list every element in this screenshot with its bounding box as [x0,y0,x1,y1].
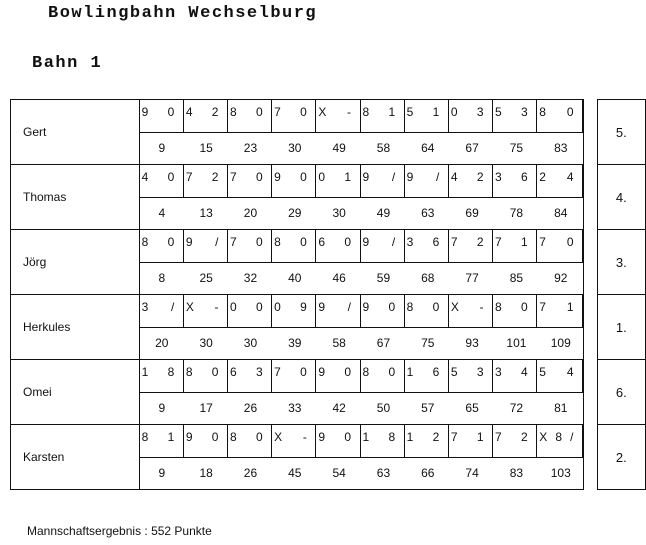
throw-mark: 0 [211,430,219,444]
cumulative-score: 84 [554,206,568,221]
frame-throws [537,425,583,457]
player-row [11,165,646,230]
frame-throws [361,360,405,392]
frame-throws [316,295,360,327]
player-rank: 1. [597,295,645,360]
throw-mark: 1 [521,235,529,249]
throw-mark: / [215,235,219,249]
frame-throws [493,165,537,197]
throw-mark: 8 [555,430,563,444]
player-rank: 6. [597,360,645,425]
frame-throws [140,230,184,262]
gap-cell [583,100,597,165]
cumulative-score: 75 [509,141,524,156]
cumulative-score: 46 [332,271,346,286]
frame-throws [493,100,537,132]
throw-mark: 0 [566,235,575,249]
cumulative-score: 45 [288,466,302,481]
throw-mark: 8 [362,365,370,379]
cumulative-score: 33 [288,401,302,416]
throw-mark: 3 [255,365,264,379]
cumulative-score: 92 [554,271,568,286]
cumulative-score: 23 [243,141,258,156]
throw-mark: 0 [255,170,264,184]
frame-throws [140,165,184,197]
throw-mark: 7 [495,235,503,249]
cumulative-row [140,133,583,165]
frames-grid [140,230,583,294]
frame-throws [272,100,316,132]
throw-mark: 3 [495,365,503,379]
frame-throws [272,165,316,197]
frame-throws [537,230,583,262]
player-row [11,295,646,360]
throw-mark: - [214,300,219,314]
throw-mark: 0 [566,105,575,119]
frames-cell [139,360,583,425]
throw-mark: / [570,430,575,444]
throw-mark: 7 [495,430,503,444]
player-rank: 5. [597,100,645,165]
throw-mark: 7 [185,170,193,184]
throw-mark: 3 [141,300,149,314]
player-name: Herkules [11,295,140,360]
frame-throws [537,295,583,327]
player-name: Jörg [11,230,140,295]
throw-mark: - [347,105,352,119]
throw-mark: 7 [229,170,238,184]
throw-mark: 0 [344,235,352,249]
frame-throws [228,295,272,327]
throw-mark: 0 [167,105,175,119]
throw-mark: 9 [185,235,193,249]
cumulative-score: 18 [199,466,213,481]
frame-throws [405,165,449,197]
cumulative-score: 20 [155,336,169,351]
throw-mark: 0 [255,235,264,249]
frame-throws [140,295,184,327]
frame-throws [493,230,537,262]
throw-mark: 3 [476,365,485,379]
cumulative-score: 9 [158,141,166,156]
player-row [11,360,646,425]
throw-mark: 2 [432,430,440,444]
cumulative-score: 109 [550,336,571,351]
throw-mark: 1 [388,105,396,119]
frame-throws [449,230,493,262]
throw-mark: 8 [167,365,175,379]
gap-cell [583,165,597,230]
cumulative-score: 8 [158,271,166,286]
throw-mark: 9 [300,300,308,314]
throw-mark: 3 [495,170,503,184]
cumulative-score: 13 [199,206,213,221]
frame-throws [184,165,228,197]
cumulative-score: 15 [199,141,213,156]
cumulative-score: 20 [243,206,258,221]
throw-mark: 0 [300,170,308,184]
cumulative-score: 30 [243,336,258,351]
throw-mark: 9 [318,300,326,314]
frame-throws [184,425,228,457]
frame-throws [140,425,184,457]
throw-mark: 2 [476,170,485,184]
frame-throws [405,425,449,457]
lane-title: Bahn 1 [32,54,103,73]
frames-cell [139,165,583,230]
cumulative-score: 101 [506,336,527,351]
cumulative-score: 81 [554,401,568,416]
throw-mark: 3 [476,105,485,119]
throw-mark: 0 [167,235,175,249]
throw-mark: 0 [432,300,440,314]
throw-mark: 4 [450,170,459,184]
player-row [11,100,646,165]
frame-throws [361,165,405,197]
frame-throws [361,230,405,262]
throw-mark: X [450,300,460,314]
frames-cell [139,295,583,360]
frames-grid [140,295,583,359]
throw-mark: 9 [362,235,370,249]
throw-mark: X [185,300,195,314]
frame-throws [228,360,272,392]
cumulative-score: 17 [199,401,213,416]
throw-mark: 8 [274,235,282,249]
throw-mark: 8 [539,105,547,119]
throw-mark: 0 [521,300,529,314]
throw-mark: 0 [229,300,238,314]
cumulative-score: 57 [421,401,435,416]
gap-cell [583,295,597,360]
frame-throws [140,100,184,132]
throw-mark: 1 [362,430,370,444]
throw-mark: 8 [229,105,238,119]
frame-throws [405,360,449,392]
frame-throws [405,100,449,132]
throw-row [140,100,583,133]
cumulative-score: 26 [243,466,258,481]
frame-throws [228,100,272,132]
throw-mark: 2 [211,105,219,119]
cumulative-score: 58 [332,336,346,351]
cumulative-score: 32 [243,271,258,286]
throw-mark: 5 [406,105,414,119]
throw-mark: 0 [450,105,459,119]
throw-mark: 0 [388,300,396,314]
throw-mark: 8 [185,365,193,379]
cumulative-score: 25 [199,271,213,286]
throw-mark: 1 [476,430,485,444]
cumulative-score: 29 [288,206,302,221]
throw-row [140,295,583,328]
gap-cell [583,425,597,490]
throw-mark: 9 [318,430,326,444]
throw-mark: 9 [362,300,370,314]
player-rank: 3. [597,230,645,295]
cumulative-score: 68 [421,271,435,286]
frame-throws [361,100,405,132]
frame-throws [228,165,272,197]
throw-mark: 9 [318,365,326,379]
gap-cell [583,230,597,295]
frame-throws [316,100,360,132]
throw-mark: 5 [539,365,547,379]
throw-mark: 0 [167,170,175,184]
frame-throws [228,230,272,262]
frame-throws [228,425,272,457]
player-row [11,230,646,295]
throw-mark: 0 [344,365,352,379]
frame-throws [272,425,316,457]
throw-mark: 4 [521,365,529,379]
frames-cell [139,425,583,490]
throw-mark: 7 [539,235,547,249]
player-name: Gert [11,100,140,165]
cumulative-score: 85 [509,271,524,286]
frame-throws [316,360,360,392]
player-name: Omei [11,360,140,425]
frame-throws [405,295,449,327]
throw-mark: / [391,235,396,249]
cumulative-score: 26 [243,401,258,416]
cumulative-score: 4 [158,206,166,221]
throw-mark: 8 [141,235,149,249]
throw-mark: X [539,430,548,444]
cumulative-row [140,198,583,230]
throw-mark: 1 [141,365,149,379]
throw-mark: 6 [432,235,440,249]
throw-mark: 1 [167,430,175,444]
throw-mark: 8 [229,430,238,444]
frame-throws [449,100,493,132]
throw-mark: 1 [344,170,352,184]
throw-mark: 2 [476,235,485,249]
frame-throws [449,360,493,392]
throw-mark: 0 [318,170,326,184]
cumulative-score: 74 [465,466,479,481]
cumulative-score: 75 [421,336,435,351]
throw-mark: 4 [566,170,575,184]
throw-mark: 1 [406,430,414,444]
cumulative-score: 30 [288,141,302,156]
frame-throws [361,425,405,457]
throw-mark: 9 [406,170,414,184]
player-rank: 2. [597,425,645,490]
throw-mark: 0 [274,300,282,314]
score-table-body [11,100,646,490]
cumulative-row [140,328,583,360]
cumulative-score: 103 [550,466,571,481]
frame-throws [316,165,360,197]
throw-mark: 6 [521,170,529,184]
cumulative-score: 65 [465,401,479,416]
throw-mark: 6 [229,365,238,379]
throw-mark: 8 [141,430,149,444]
frame-throws [272,295,316,327]
page-title: Bowlingbahn Wechselburg [48,4,318,23]
cumulative-score: 67 [465,141,479,156]
frame-throws [449,295,493,327]
throw-mark: 9 [185,430,193,444]
cumulative-score: 50 [376,401,391,416]
cumulative-score: 42 [332,401,346,416]
cumulative-score: 9 [158,401,166,416]
throw-mark: 0 [211,365,219,379]
throw-mark: 0 [255,430,264,444]
throw-mark: 8 [388,430,396,444]
cumulative-score: 77 [465,271,479,286]
frame-throws [316,425,360,457]
throw-mark: 2 [539,170,547,184]
frame-throws [405,230,449,262]
frame-throws [184,295,228,327]
throw-mark: 4 [185,105,193,119]
throw-mark: 9 [141,105,149,119]
throw-mark: 9 [274,170,282,184]
cumulative-score: 69 [465,206,479,221]
throw-mark: 7 [450,235,459,249]
cumulative-score: 9 [158,466,166,481]
player-row [11,425,646,490]
throw-mark: 0 [255,105,264,119]
score-table [10,99,646,490]
frames-grid [140,425,583,489]
cumulative-score: 59 [376,271,391,286]
cumulative-score: 40 [288,271,302,286]
throw-row [140,165,583,198]
cumulative-row [140,458,583,490]
frame-throws [449,425,493,457]
frames-grid [140,100,583,164]
throw-mark: 6 [318,235,326,249]
frame-throws [537,100,583,132]
throw-mark: 4 [566,365,575,379]
cumulative-score: 54 [332,466,346,481]
throw-mark: 0 [388,365,396,379]
throw-mark: 7 [274,365,282,379]
throw-mark: / [436,170,440,184]
throw-mark: 1 [406,365,414,379]
throw-mark: 3 [406,235,414,249]
throw-mark: 7 [539,300,547,314]
cumulative-score: 83 [509,466,524,481]
throw-mark: 4 [141,170,149,184]
throw-mark: 8 [495,300,503,314]
throw-mark: 5 [495,105,503,119]
cumulative-score: 58 [376,141,391,156]
cumulative-score: 64 [421,141,435,156]
frames-grid [140,360,583,424]
cumulative-score: 83 [554,141,568,156]
frame-throws [449,165,493,197]
cumulative-score: 49 [332,141,346,156]
player-name: Thomas [11,165,140,230]
frame-throws [272,360,316,392]
throw-mark: X [318,105,327,119]
throw-mark: 6 [432,365,440,379]
frames-cell [139,100,583,165]
cumulative-row [140,393,583,425]
cumulative-score: 93 [465,336,479,351]
throw-mark: - [479,300,485,314]
frame-throws [272,230,316,262]
frame-throws [140,360,184,392]
throw-mark: 7 [274,105,282,119]
throw-mark: 1 [566,300,575,314]
throw-row [140,425,583,458]
throw-row [140,230,583,263]
throw-row [140,360,583,393]
throw-mark: 0 [255,300,264,314]
cumulative-score: 78 [509,206,524,221]
frame-throws [184,100,228,132]
frame-throws [493,360,537,392]
throw-mark: 7 [229,235,238,249]
frames-cell [139,230,583,295]
throw-mark: 0 [344,430,352,444]
player-name: Karsten [11,425,140,490]
frame-throws [316,230,360,262]
throw-mark: 5 [450,365,459,379]
throw-mark: 1 [432,105,440,119]
throw-mark: / [347,300,352,314]
cumulative-score: 30 [199,336,213,351]
cumulative-row [140,263,583,295]
throw-mark: 0 [300,105,308,119]
throw-mark: - [302,430,308,444]
throw-mark: 0 [300,235,308,249]
frame-throws [493,425,537,457]
frame-throws [493,295,537,327]
throw-mark: 2 [211,170,219,184]
throw-mark: 2 [521,430,529,444]
cumulative-score: 63 [421,206,435,221]
cumulative-score: 49 [376,206,391,221]
frame-throws [184,360,228,392]
cumulative-score: 72 [509,401,524,416]
cumulative-score: 39 [288,336,302,351]
frame-throws [361,295,405,327]
gap-cell [583,360,597,425]
cumulative-score: 66 [421,466,435,481]
player-rank: 4. [597,165,645,230]
throw-mark: / [391,170,396,184]
cumulative-score: 30 [332,206,346,221]
cumulative-score: 67 [376,336,391,351]
frame-throws [184,230,228,262]
throw-mark: 8 [362,105,370,119]
throw-mark: 0 [300,365,308,379]
team-result: Mannschaftsergebnis : 552 Punkte [27,524,212,538]
throw-mark: / [170,300,175,314]
throw-mark: 8 [406,300,414,314]
throw-mark: 3 [521,105,529,119]
frame-throws [537,165,583,197]
throw-mark: X [274,430,283,444]
throw-mark: 7 [450,430,459,444]
cumulative-score: 63 [376,466,391,481]
throw-mark: 9 [362,170,370,184]
frame-throws [537,360,583,392]
frames-grid [140,165,583,229]
